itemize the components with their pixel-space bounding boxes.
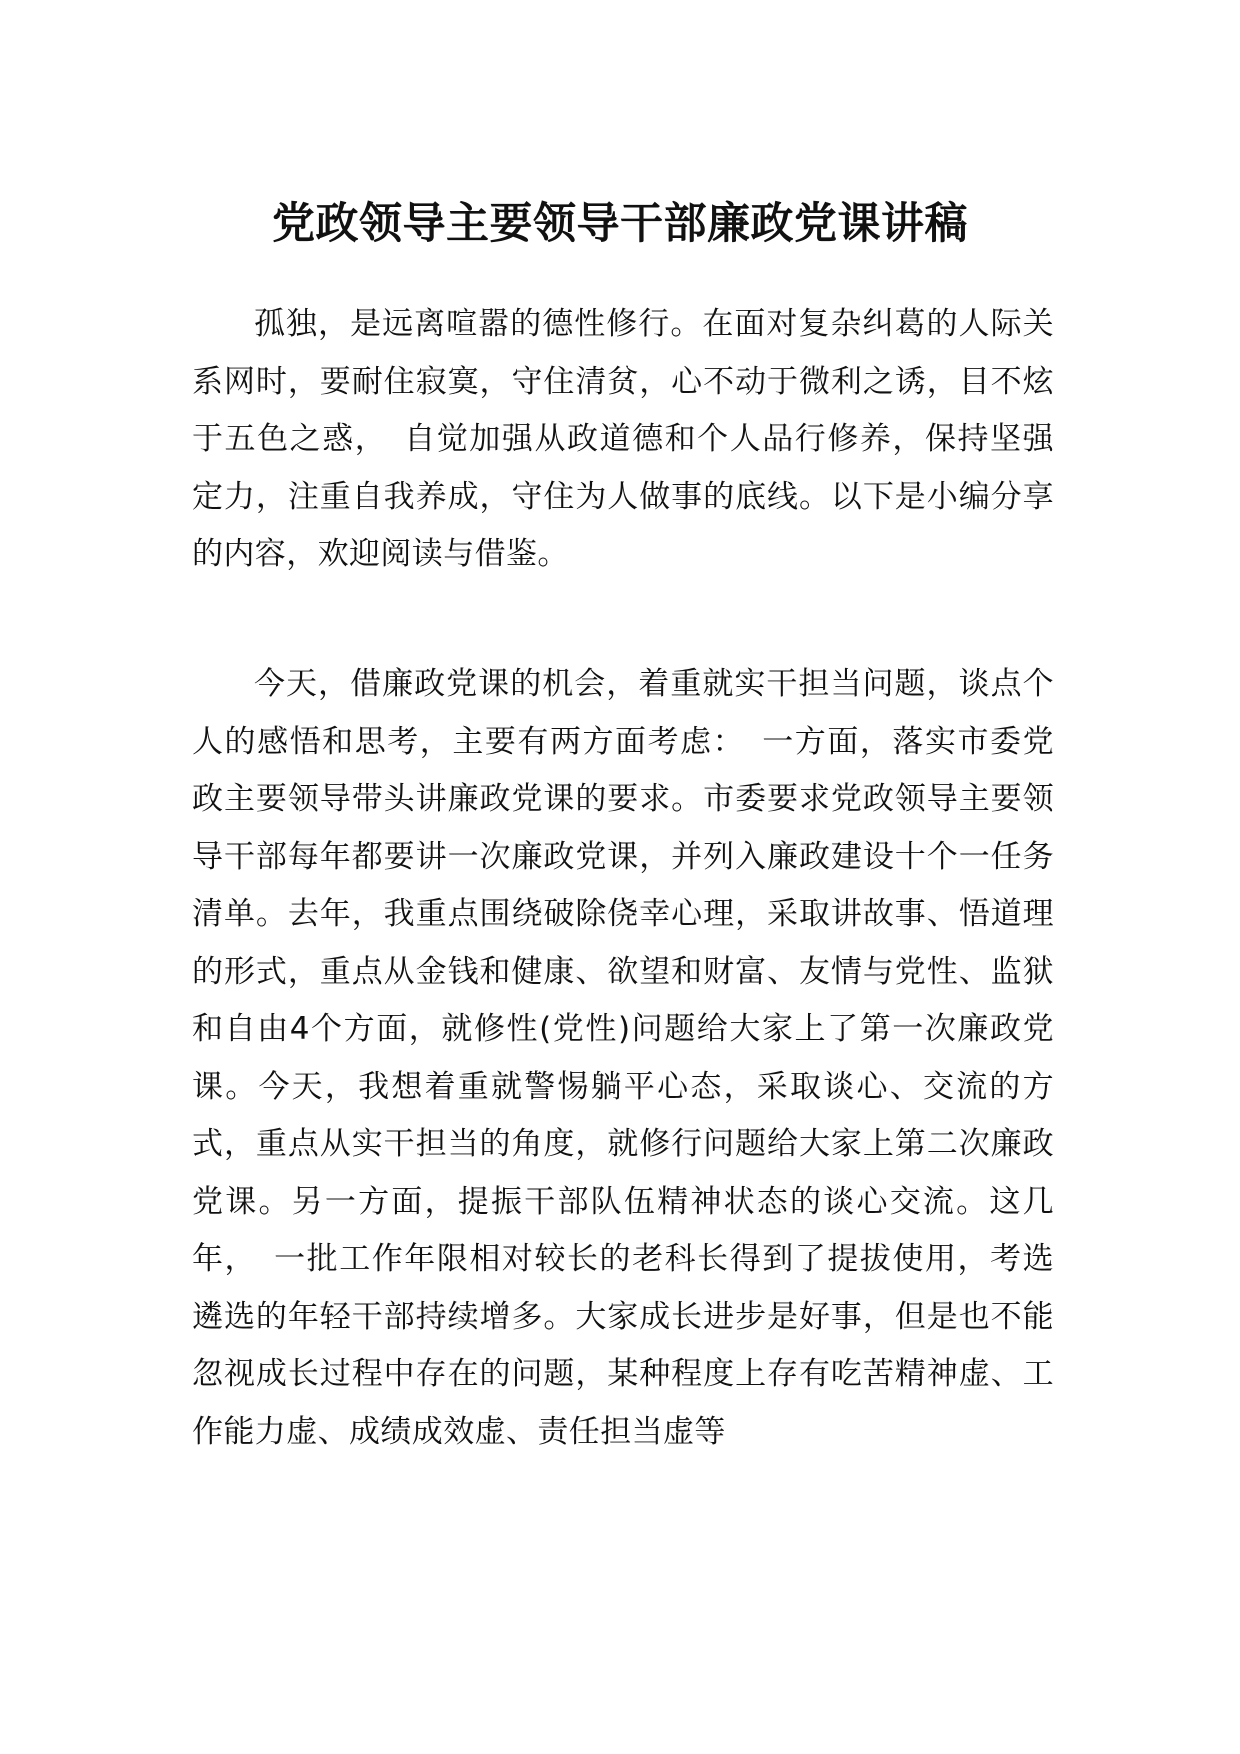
body-paragraph: 今天，借廉政党课的机会，着重就实干担当问题，谈点个人的感悟和思考，主要有两方面考虑： 一方面，落实市委党政主要领导带头讲廉政党课的要求。市委要求党政领导主要领导干部每年都要讲一次廉政党课，并列入廉政建设十个一任务清单。去年，我重点围绕破除侥幸心理，采取讲故事、悟道理的形式，重点从金钱和健康、欲望和财富、友情与党性、监狱和自由4个方面，就修性(党性)问题给大家上了第一次廉政党课。今天，我想着重就警惕躺平心态，采取谈心、交流的方式，重点从实干担当的角度，就修行问题给大家上第二次廉政党课。另一方面，提振干部队伍精神状态的谈心交流。这几年， 一批工作年限相对较长的老科长得到了提拔使用，考选遴选的年轻干部持续增多。大家成长进步是好事，但是也不能忽视成长过程中存在的问题，某种程度上存有吃苦精神虚、工作能力虚、成绩成效虚、责任担当虚等 xyxy=(192,666,1054,1450)
intro-paragraph: 孤独，是远离喧嚣的德性修行。在面对复杂纠葛的人际关系网时，要耐住寂寞，守住清贫，心不动于微利之诱，目不炫于五色之惑， 自觉加强从政道德和个人品行修养，保持坚强定力，注重自我养成，守住为人做事的底线。以下是小编分享的内容，欢迎阅读与借鉴。 xyxy=(192,306,1054,572)
document-title: 党政领导主要领导干部廉政党课讲稿 xyxy=(272,199,968,249)
